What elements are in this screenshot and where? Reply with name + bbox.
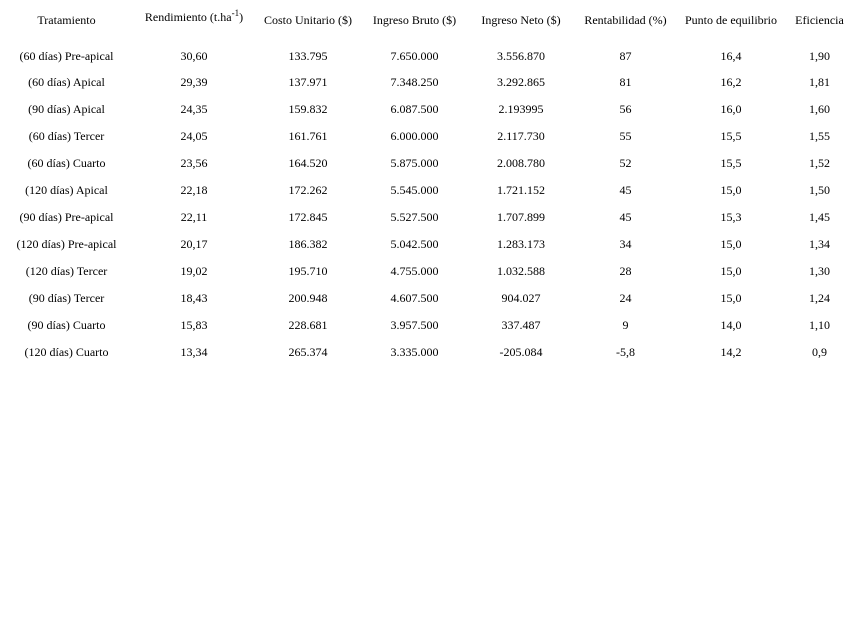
cell-punto-equilibrio: 15,0 — [720, 264, 742, 278]
header-tratamiento: Tratamiento — [37, 13, 96, 27]
cell-tratamiento: (90 días) Apical — [28, 102, 105, 116]
cell-punto-equilibrio: 15,0 — [720, 237, 742, 251]
table-row — [0, 204, 854, 231]
cell-costo-unitario: 161.761 — [288, 129, 328, 143]
cell-eficiencia: 1,52 — [809, 156, 830, 170]
cell-ingreso-bruto: 7.348.250 — [390, 75, 439, 89]
cell-tratamiento: (90 días) Tercer — [28, 291, 105, 305]
cell-eficiencia: 1,24 — [809, 291, 830, 305]
header-rendimiento-base: Rendimiento (t.ha — [144, 10, 232, 24]
header-punto-equilibrio: Punto de equilibrio — [685, 13, 777, 27]
table-row — [0, 43, 854, 69]
cell-eficiencia: 1,90 — [809, 48, 830, 63]
cell-costo-unitario: 186.382 — [288, 237, 328, 251]
cell-costo-unitario: 195.710 — [288, 264, 328, 278]
cell-rendimiento: 18,43 — [180, 291, 208, 305]
cell-ingreso-neto: -205.084 — [499, 345, 543, 359]
cell-eficiencia: 1,30 — [809, 264, 830, 278]
cell-costo-unitario: 228.681 — [288, 318, 328, 332]
cell-ingreso-bruto: 5.042.500 — [390, 237, 439, 251]
cell-ingreso-bruto: 6.000.000 — [390, 129, 439, 143]
cell-tratamiento: (60 días) Cuarto — [27, 156, 106, 170]
cell-rentabilidad: 45 — [619, 210, 632, 224]
cell-rentabilidad: 81 — [619, 75, 632, 89]
cell-tratamiento: (60 días) Tercer — [28, 129, 105, 143]
cell-ingreso-neto: 1.032.588 — [497, 264, 545, 278]
cell-eficiencia: 1,50 — [809, 183, 830, 197]
cell-ingreso-bruto: 3.957.500 — [390, 318, 439, 332]
cell-costo-unitario: 200.948 — [288, 291, 328, 305]
cell-eficiencia: 1,55 — [809, 129, 830, 143]
cell-tratamiento: (90 días) Pre-apical — [19, 210, 114, 224]
table-row — [0, 312, 854, 339]
cell-rendimiento: 15,83 — [180, 318, 208, 332]
cell-rendimiento: 24,35 — [180, 102, 208, 116]
cell-ingreso-bruto: 6.087.500 — [390, 102, 439, 116]
table-row — [0, 123, 854, 150]
cell-eficiencia: 1,45 — [809, 210, 830, 224]
cell-rendimiento: 30,60 — [180, 48, 208, 63]
table-row — [0, 69, 854, 96]
table-row — [0, 339, 854, 366]
cell-ingreso-neto: 2.193995 — [498, 102, 544, 116]
cell-tratamiento: (60 días) Pre-apical — [19, 48, 114, 63]
cell-ingreso-neto: 2.008.780 — [497, 156, 545, 170]
cell-tratamiento: (120 días) Pre-apical — [16, 237, 117, 251]
cell-ingreso-bruto: 5.875.000 — [390, 156, 439, 170]
cell-punto-equilibrio: 16,0 — [720, 102, 742, 116]
cell-ingreso-neto: 1.283.173 — [497, 237, 545, 251]
cell-ingreso-neto: 2.117.730 — [497, 129, 545, 143]
cell-rendimiento: 13,34 — [180, 345, 208, 359]
cell-eficiencia: 0,9 — [812, 345, 827, 359]
cell-ingreso-bruto: 7.650.000 — [390, 48, 439, 63]
cell-costo-unitario: 159.832 — [288, 102, 328, 116]
table-row — [0, 231, 854, 258]
cell-punto-equilibrio: 15,5 — [720, 156, 742, 170]
cell-rentabilidad: 55 — [619, 129, 632, 143]
header-eficiencia: Eficiencia — [795, 13, 844, 27]
cell-costo-unitario: 133.795 — [288, 48, 328, 63]
cell-punto-equilibrio: 14,2 — [720, 345, 742, 359]
cell-tratamiento: (90 días) Cuarto — [27, 318, 106, 332]
cell-ingreso-bruto: 5.545.000 — [390, 183, 439, 197]
table-body — [0, 43, 854, 366]
cell-ingreso-bruto: 3.335.000 — [390, 345, 439, 359]
cell-rendimiento: 24,05 — [180, 129, 208, 143]
cell-ingreso-neto: 1.721.152 — [497, 183, 545, 197]
cell-ingreso-neto: 3.556.870 — [497, 48, 545, 63]
table-row — [0, 285, 854, 312]
cell-rentabilidad: 24 — [619, 291, 632, 305]
header-row — [0, 0, 854, 43]
header-costo-unitario: Costo Unitario ($) — [264, 13, 352, 27]
cell-costo-unitario: 172.262 — [288, 183, 328, 197]
table-row — [0, 150, 854, 177]
cell-rentabilidad: 45 — [619, 183, 632, 197]
cell-punto-equilibrio: 14,0 — [720, 318, 742, 332]
cell-rendimiento: 22,18 — [180, 183, 208, 197]
cell-costo-unitario: 172.845 — [288, 210, 328, 224]
cell-rendimiento: 22,11 — [180, 210, 208, 224]
table-row — [0, 96, 854, 123]
table-row — [0, 258, 854, 285]
cell-ingreso-neto: 337.487 — [501, 318, 541, 332]
cell-ingreso-bruto: 4.755.000 — [390, 264, 439, 278]
cell-ingreso-neto: 3.292.865 — [497, 75, 545, 89]
cell-punto-equilibrio: 16,2 — [720, 75, 742, 89]
cell-rendimiento: 20,17 — [180, 237, 208, 251]
cell-rentabilidad: 87 — [619, 48, 632, 63]
cell-eficiencia: 1,34 — [809, 237, 830, 251]
cell-tratamiento: (120 días) Cuarto — [24, 345, 109, 359]
cell-ingreso-bruto: 4.607.500 — [390, 291, 439, 305]
cell-costo-unitario: 137.971 — [288, 75, 328, 89]
cell-rentabilidad: 28 — [619, 264, 632, 278]
cell-ingreso-neto: 1.707.899 — [497, 210, 545, 224]
header-rentabilidad: Rentabilidad (%) — [584, 13, 667, 27]
cell-rentabilidad: 9 — [622, 318, 629, 332]
cell-rentabilidad: 52 — [619, 156, 632, 170]
cell-punto-equilibrio: 15,3 — [720, 210, 742, 224]
cell-punto-equilibrio: 16,4 — [720, 48, 742, 63]
cell-tratamiento: (120 días) Apical — [25, 183, 108, 197]
cell-costo-unitario: 265.374 — [288, 345, 328, 359]
cell-tratamiento: (120 días) Tercer — [25, 264, 108, 278]
header-ingreso-bruto: Ingreso Bruto ($) — [372, 13, 457, 27]
cell-rendimiento: 19,02 — [180, 264, 208, 278]
cell-punto-equilibrio: 15,0 — [720, 291, 742, 305]
cell-tratamiento: (60 días) Apical — [28, 75, 105, 89]
cell-rentabilidad: 56 — [619, 102, 632, 116]
header-ingreso-neto: Ingreso Neto ($) — [481, 13, 561, 27]
header-rendimiento-exponent: -1 — [231, 8, 240, 18]
cell-rendimiento: 29,39 — [180, 75, 208, 89]
cell-rentabilidad: -5,8 — [616, 345, 635, 359]
cell-eficiencia: 1,60 — [809, 102, 830, 116]
cell-punto-equilibrio: 15,0 — [720, 183, 742, 197]
cell-rendimiento: 23,56 — [180, 156, 208, 170]
cell-ingreso-bruto: 5.527.500 — [390, 210, 439, 224]
cell-punto-equilibrio: 15,5 — [720, 129, 742, 143]
cell-eficiencia: 1,10 — [809, 318, 830, 332]
table-row — [0, 177, 854, 204]
cell-eficiencia: 1,81 — [809, 75, 830, 89]
cell-costo-unitario: 164.520 — [288, 156, 328, 170]
cell-ingreso-neto: 904.027 — [501, 291, 541, 305]
cell-rentabilidad: 34 — [619, 237, 632, 251]
header-rendimiento — [133, 0, 255, 43]
header-rendimiento-close: ) — [239, 10, 244, 24]
